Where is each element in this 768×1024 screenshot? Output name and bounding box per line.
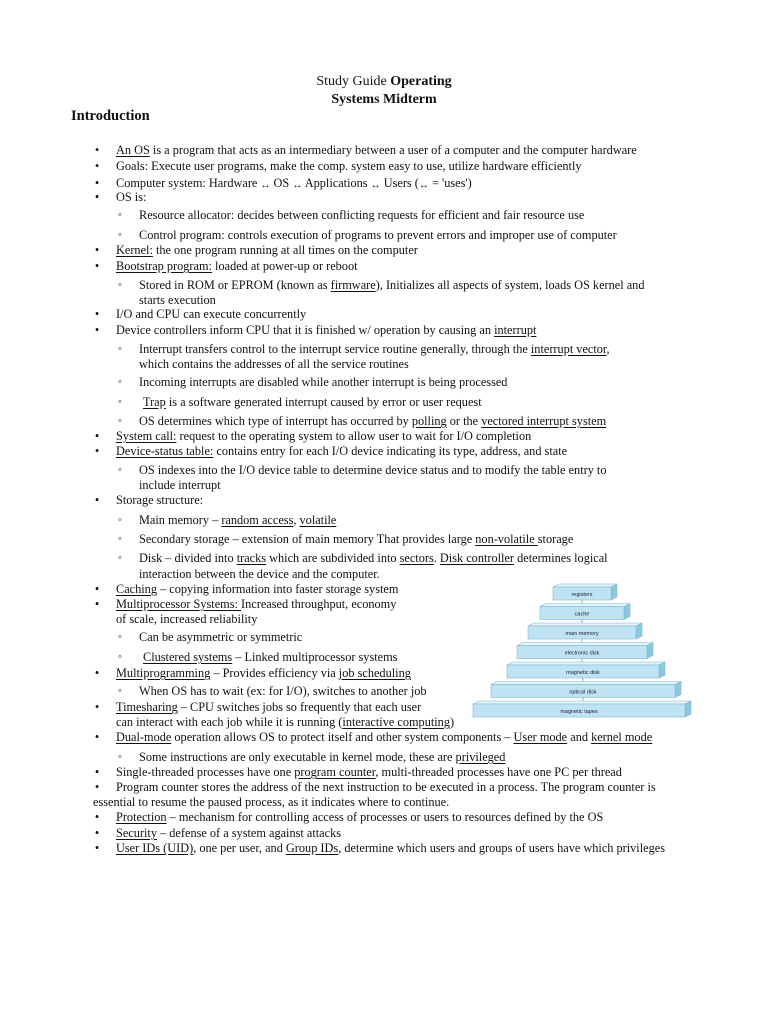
bullet-icon: •: [94, 780, 100, 794]
text: , one per user, and: [193, 841, 286, 855]
term-tracks: tracks: [236, 551, 267, 565]
line-device-status: [116, 444, 567, 459]
pyramid-level-side: [659, 662, 665, 678]
bullet-icon: •: [94, 493, 100, 507]
bullet-icon: •: [94, 444, 100, 458]
bidirectional-arrow-icon: ↔: [292, 180, 303, 191]
term-interrupt: interrupt: [494, 323, 537, 337]
pyramid-level-side: [675, 682, 681, 698]
text: and: [567, 730, 592, 744]
sub-bullet-icon: ◦: [118, 751, 122, 763]
pyramid-level-top: [491, 682, 681, 685]
term-clustered: Clustered systems: [143, 650, 233, 664]
bullet-icon: •: [94, 307, 100, 321]
line-security: [116, 826, 341, 841]
bullet-icon: •: [94, 700, 100, 714]
line-goals: Goals: Execute user programs, make the comp. system easy to use, utilize hardware efficiently: [116, 159, 582, 173]
line-computer-system: [116, 176, 472, 193]
term-vectored: vectored interrupt system: [481, 414, 607, 428]
title-bold: Operating: [390, 74, 452, 89]
term-multiprogramming: Multiprogramming: [116, 666, 211, 680]
line-threads: [116, 765, 622, 780]
sub-bullet-icon: ◦: [118, 415, 122, 427]
text: OS determines which type of interrupt has occurred by: [139, 414, 412, 428]
line-multiprocessor-cont: of scale, increased reliability: [116, 612, 258, 626]
line-indexes: OS indexes into the I/O device table to determine device status and to modify the table entry to: [139, 463, 607, 477]
bullet-icon: •: [94, 429, 100, 443]
line-trap: [143, 395, 482, 410]
line-program-counter: Program counter stores the address of the next instruction to be executed in a process. The program counter is: [116, 780, 656, 794]
text: Computer system: Hardware: [116, 176, 261, 190]
text: is a software generated interrupt caused by error or user request: [165, 395, 482, 409]
term-kernel-mode: kernel mode: [591, 730, 653, 744]
pyramid-level-side: [624, 604, 630, 620]
text: can interact with each job while it is running (: [116, 715, 343, 729]
pyramid-level-side: [647, 643, 653, 659]
pyramid-level-label: magnetic tapes: [560, 709, 598, 715]
term-job-scheduling: job scheduling: [338, 666, 411, 680]
bullet-icon: •: [94, 810, 100, 824]
bullet-icon: •: [94, 259, 100, 273]
line-timesharing: [116, 700, 421, 715]
line-indexes-cont: include interrupt: [139, 478, 221, 492]
line-wait: When OS has to wait (ex: for I/O), switches to another job: [139, 684, 427, 698]
sub-bullet-icon: ◦: [118, 209, 122, 221]
text: , determine which users and groups of users have which privileges: [338, 841, 665, 855]
text: , multi-threaded processes have one PC per thread: [375, 765, 622, 779]
term-privileged: privileged: [455, 750, 506, 764]
sub-bullet-icon: ◦: [118, 631, 122, 643]
text: – Provides efficiency via: [210, 666, 339, 680]
term-firmware: firmware: [330, 278, 376, 292]
sub-bullet-icon: ◦: [118, 279, 122, 291]
bullet-icon: •: [94, 841, 100, 855]
pyramid-level-top: [540, 604, 630, 607]
bullet-icon: •: [94, 730, 100, 744]
pyramid-level-top: [473, 701, 691, 704]
line-an-os: [116, 143, 637, 158]
pyramid-level-label: main memory: [565, 631, 599, 637]
line-bootstrap: [116, 259, 358, 274]
pyramid-level-top: [553, 584, 617, 587]
text: Stored in ROM or EPROM (known as: [139, 278, 331, 292]
text: Some instructions are only executable in kernel mode, these are: [139, 750, 456, 764]
line-timesharing-cont: [116, 715, 454, 730]
text: determines logical: [514, 551, 608, 565]
pyramid-level-side: [685, 701, 691, 717]
line-resource-allocator: Resource allocator: decides between conflicting requests for efficient and fair resource use: [139, 208, 585, 222]
line-program-counter-cont: essential to resume the paused process, as it indicates where to continue.: [93, 795, 450, 809]
section-heading: Introduction: [71, 108, 150, 124]
sub-bullet-icon: ◦: [118, 343, 122, 355]
term-random-access: random access: [221, 513, 294, 527]
text: Increased throughput, economy: [241, 597, 397, 611]
line-multiprocessor: [116, 597, 396, 612]
term-uid: User IDs (UID): [116, 841, 194, 855]
text: .: [433, 551, 440, 565]
bidirectional-arrow-icon: ↔: [370, 180, 381, 191]
bullet-icon: •: [94, 582, 100, 596]
line-dual-mode: [116, 730, 652, 745]
term-protection: Protection: [116, 810, 167, 824]
line-privileged: [139, 750, 505, 765]
text: Disk – divided into: [139, 551, 237, 565]
text: Device controllers inform CPU that it is finished w/ operation by causing an: [116, 323, 495, 337]
text: or the: [446, 414, 482, 428]
term-multiprocessor: Multiprocessor Systems:: [116, 597, 242, 611]
text: Single-threaded processes have one: [116, 765, 295, 779]
line-main-memory: [139, 513, 336, 528]
term-security: Security: [116, 826, 157, 840]
line-disk: [139, 551, 608, 566]
term-volatile: volatile: [299, 513, 337, 527]
pyramid-level-label: registers: [571, 592, 593, 598]
line-caching: [116, 582, 398, 597]
line-determine: [139, 414, 606, 429]
text: – defense of a system against attacks: [156, 826, 342, 840]
pyramid-level-side: [636, 623, 642, 639]
sub-bullet-icon: ◦: [118, 229, 122, 241]
text: operation allows OS to protect itself and other system components –: [171, 730, 514, 744]
sub-bullet-icon: ◦: [118, 396, 122, 408]
pyramid-level-top: [517, 643, 653, 646]
text: = 'uses'): [428, 176, 472, 190]
text: ,: [606, 342, 610, 356]
line-os-is: OS is:: [116, 190, 147, 204]
line-incoming: Incoming interrupts are disabled while another interrupt is being processed: [139, 375, 508, 389]
page-title-line2: Systems Midterm: [331, 92, 437, 107]
term-program-counter: program counter: [294, 765, 376, 779]
bullet-icon: •: [94, 159, 100, 173]
bidirectional-arrow-icon: ↔: [418, 180, 429, 191]
text: – mechanism for controlling access of processes or users to resources defined by the OS: [166, 810, 604, 824]
storage-hierarchy-diagram: [470, 583, 695, 723]
bullet-icon: •: [94, 323, 100, 337]
line-io: I/O and CPU can execute concurrently: [116, 307, 307, 321]
line-interrupt-transfer: [139, 342, 610, 357]
line-control-program: Control program: controls execution of programs to prevent errors and improper use of computer: [139, 228, 617, 242]
page-title-line1: [0, 73, 768, 91]
line-protection: [116, 810, 603, 825]
pyramid-level-label: cache: [574, 611, 590, 618]
term-system-call: System call:: [116, 429, 177, 443]
bullet-icon: •: [94, 765, 100, 779]
bullet-icon: •: [94, 143, 100, 157]
bullet-icon: •: [94, 826, 100, 840]
line-device-controllers: [116, 323, 536, 338]
term-polling: polling: [411, 414, 447, 428]
term-bootstrap: Bootstrap program:: [116, 259, 212, 273]
term-device-status: Device-status table:: [116, 444, 214, 458]
term-an-os: An OS: [116, 143, 150, 157]
text: Users (: [380, 176, 419, 190]
pyramid-level-top: [507, 662, 665, 665]
pyramid-level-label: magnetic disk: [566, 670, 600, 676]
sub-bullet-icon: ◦: [118, 552, 122, 564]
bullet-icon: •: [94, 243, 100, 257]
term-interactive-computing: interactive computing: [342, 715, 450, 729]
line-disk-cont: interaction between the device and the computer.: [139, 567, 380, 581]
term-user-mode: User mode: [513, 730, 568, 744]
bidirectional-arrow-icon: ↔: [260, 180, 271, 191]
sub-bullet-icon: ◦: [118, 533, 122, 545]
term-non-volatile: non-volatile: [475, 532, 538, 546]
text: – copying information into faster storage system: [156, 582, 399, 596]
bullet-icon: •: [94, 666, 100, 680]
line-kernel: [116, 243, 418, 258]
sub-bullet-icon: ◦: [118, 464, 122, 476]
pyramid-level-top: [528, 623, 642, 626]
text: loaded at power-up or reboot: [211, 259, 358, 273]
line-asymmetric: Can be asymmetric or symmetric: [139, 630, 303, 644]
text: Secondary storage – extension of main memory That provides large: [139, 532, 476, 546]
term-caching: Caching: [116, 582, 157, 596]
text: OS: [270, 176, 293, 190]
text: request to the operating system to allow user to wait for I/O completion: [176, 429, 532, 443]
sub-bullet-icon: ◦: [118, 376, 122, 388]
bullet-icon: •: [94, 597, 100, 611]
sub-bullet-icon: ◦: [118, 685, 122, 697]
text: Main memory –: [139, 513, 222, 527]
bullet-icon: •: [94, 190, 100, 204]
line-storage: Storage structure:: [116, 493, 204, 507]
text: Interrupt transfers control to the interrupt service routine generally, through the: [139, 342, 531, 356]
pyramid-level-label: electronic disk: [564, 650, 600, 657]
text: the one program running at all times on the computer: [152, 243, 418, 257]
term-sectors: sectors: [399, 551, 434, 565]
text: ), Initializes all aspects of system, loads OS kernel and: [375, 278, 645, 292]
line-uid: [116, 841, 665, 856]
term-timesharing: Timesharing: [116, 700, 178, 714]
line-secondary: [139, 532, 573, 547]
line-multiprogramming: [116, 666, 411, 681]
text: contains entry for each I/O device indicating its type, address, and state: [213, 444, 568, 458]
text: – CPU switches jobs so frequently that each user: [177, 700, 422, 714]
line-system-call: [116, 429, 531, 444]
bullet-icon: •: [94, 176, 100, 190]
sub-bullet-icon: ◦: [118, 514, 122, 526]
term-interrupt-vector: interrupt vector: [530, 342, 607, 356]
line-clustered: [143, 650, 397, 665]
term-disk-controller: Disk controller: [439, 551, 515, 565]
pyramid-level-label: optical disk: [569, 689, 597, 696]
line-interrupt-cont: which contains the addresses of all the service routines: [139, 357, 409, 371]
text: which are subdivided into: [266, 551, 400, 565]
title-normal: Study Guide: [316, 74, 391, 89]
term-group-ids: Group IDs: [285, 841, 339, 855]
text: ,: [293, 513, 300, 527]
text: Applications: [302, 176, 371, 190]
term-dual-mode: Dual-mode: [116, 730, 172, 744]
text: – Linked multiprocessor systems: [232, 650, 398, 664]
term-trap: Trap: [143, 395, 166, 409]
text: storage: [537, 532, 574, 546]
term-kernel: Kernel:: [116, 243, 153, 257]
line-rom-cont: starts execution: [139, 293, 216, 307]
text: is a program that acts as an intermediary between a user of a computer and the computer hardware: [149, 143, 637, 157]
pyramid-level-side: [611, 584, 617, 600]
sub-bullet-icon: ◦: [118, 651, 122, 663]
line-rom: [139, 278, 644, 293]
text: ): [449, 715, 455, 729]
